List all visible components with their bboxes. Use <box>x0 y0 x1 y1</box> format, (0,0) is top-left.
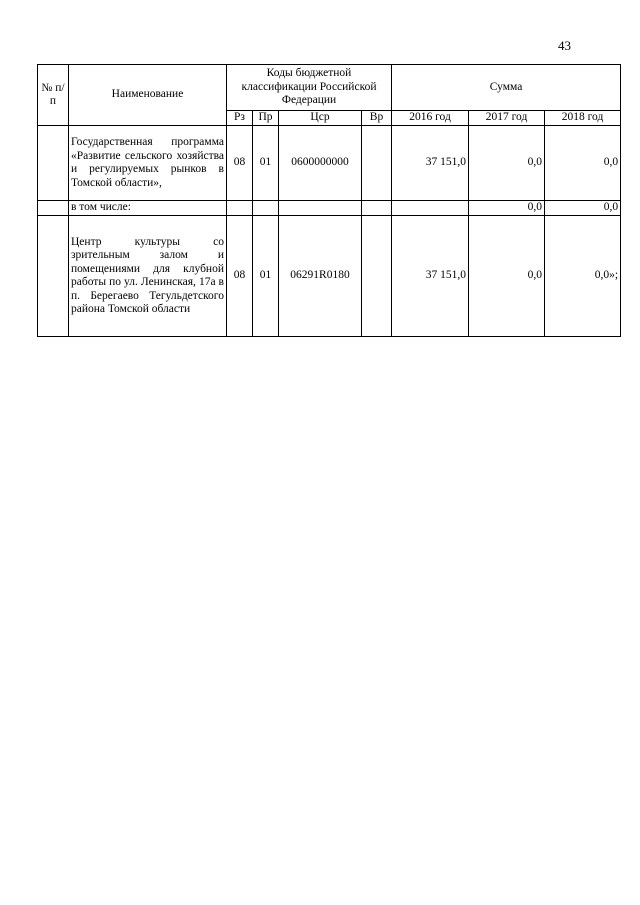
header-num: № п/п <box>38 65 69 126</box>
cell-num <box>38 201 69 216</box>
cell-rz: 08 <box>227 216 253 337</box>
table-row <box>38 216 621 337</box>
cell-vr <box>362 216 392 337</box>
cell-name: Центр культуры со зрительным залом и помещениями для клубной работы по ул. Ленинская, 17а в п. Берегаево Тегульдетского района Томской области <box>69 216 227 337</box>
cell-csr <box>279 201 362 216</box>
cell-pr <box>253 201 279 216</box>
cell-name: Государственная программа «Развитие сельского хозяйства и регулируемых рынков в Томской области», <box>69 126 227 201</box>
header-name: Наименование <box>69 65 227 126</box>
header-vr: Вр <box>362 111 392 126</box>
cell-2016 <box>392 201 469 216</box>
page-number: 43 <box>558 38 571 53</box>
cell-num <box>38 126 69 201</box>
cell-pr: 01 <box>253 216 279 337</box>
cell-2017: 0,0 <box>469 126 545 201</box>
cell-rz: 08 <box>227 126 253 201</box>
table-row <box>38 201 621 216</box>
cell-2018: 0,0 <box>545 201 621 216</box>
table-header-row <box>38 65 621 111</box>
cell-pr: 01 <box>253 126 279 201</box>
cell-2016: 37 151,0 <box>392 126 469 201</box>
cell-2017: 0,0 <box>469 216 545 337</box>
cell-csr: 0600000000 <box>279 126 362 201</box>
budget-table <box>37 64 621 337</box>
cell-num <box>38 216 69 337</box>
header-sum: Сумма <box>392 65 621 111</box>
header-2016: 2016 год <box>392 111 469 126</box>
cell-name: в том числе: <box>69 201 227 216</box>
cell-vr <box>362 126 392 201</box>
cell-vr <box>362 201 392 216</box>
cell-2018: 0,0 <box>545 126 621 201</box>
header-csr: Цср <box>279 111 362 126</box>
header-codes: Коды бюджетной классификации Российской Федерации <box>227 65 392 111</box>
cell-2016: 37 151,0 <box>392 216 469 337</box>
header-2017: 2017 год <box>469 111 545 126</box>
cell-2017: 0,0 <box>469 201 545 216</box>
cell-2018: 0,0»; <box>545 216 621 337</box>
header-rz: Рз <box>227 111 253 126</box>
cell-csr: 06291R0180 <box>279 216 362 337</box>
header-2018: 2018 год <box>545 111 621 126</box>
table-row <box>38 126 621 201</box>
header-pr: Пр <box>253 111 279 126</box>
cell-rz <box>227 201 253 216</box>
